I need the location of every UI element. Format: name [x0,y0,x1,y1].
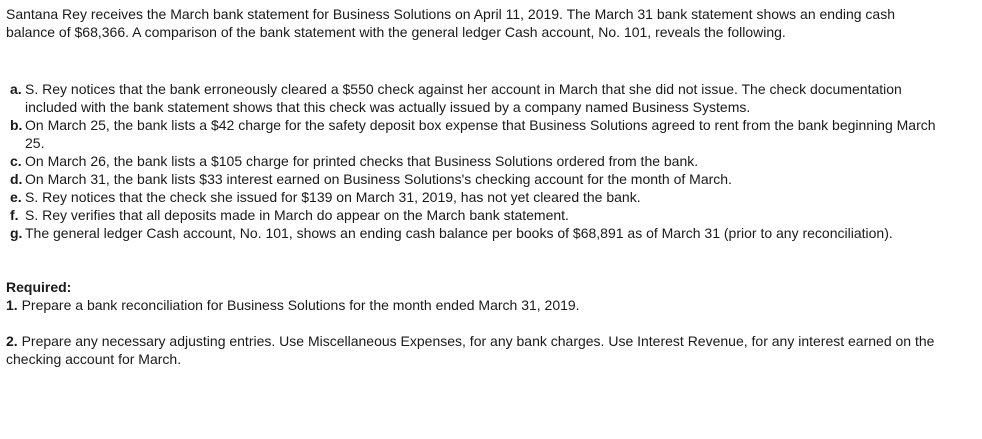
item-text: On March 31, the bank lists $33 interest earned on Business Solutions's checking account for the month of March. [25,171,732,187]
list-item [6,80,941,116]
requirement-1 [6,296,982,314]
item-text: S. Rey notices that the check she issued for $139 on March 31, 2019, has not yet cleared the bank. [25,189,641,205]
item-text: On March 25, the bank lists a $42 charge for the safety deposit box expense that Business Solutions agreed to rent from the bank beginning March 25. [25,117,936,151]
list-item [6,206,941,224]
requirement-2-number: 2. [6,333,18,349]
item-text: The general ledger Cash account, No. 101, shows an ending cash balance per books of $68,891 as of March 31 (prior to any reconciliation). [25,225,893,241]
item-marker: f. [10,207,19,223]
list-item [6,170,941,188]
intro-paragraph: Santana Rey receives the March bank statement for Business Solutions on April 11, 2019. The March 31 bank statement shows an ending cash balance of $68,366. A comparison of the bank statement with the general ledger Cash account, No. 101, reveals the following. [6,6,895,40]
item-marker: b. [10,117,23,133]
item-text: S. Rey verifies that all deposits made in March do appear on the March bank statement. [25,207,569,223]
required-heading: Required: [6,279,72,295]
list-item [6,188,941,206]
requirement-1-number: 1. [6,297,18,313]
list-item [6,152,941,170]
requirement-2 [6,332,956,368]
item-marker: d. [10,171,23,187]
list-item [6,116,941,152]
item-marker: c. [10,153,22,169]
item-marker: a. [10,81,22,97]
item-text: On March 26, the bank lists a $105 charge for printed checks that Business Solutions ordered from the bank. [25,153,699,169]
facts-list [6,80,941,242]
item-marker: e. [10,189,22,205]
list-item [6,224,941,242]
requirement-1-text: Prepare a bank reconciliation for Business Solutions for the month ended March 31, 2019. [21,297,580,313]
item-marker: g. [10,225,23,241]
item-text: S. Rey notices that the bank erroneously cleared a $550 check against her account in March that she did not issue. The check documentation included with the bank statement shows that this check was actually issued by a company named Business Systems. [25,81,902,115]
requirement-2-text: Prepare any necessary adjusting entries. Use Miscellaneous Expenses, for any bank charges. Use Interest Revenue, for any interest earned on the checking account for March. [6,333,935,367]
required-section [6,278,982,368]
